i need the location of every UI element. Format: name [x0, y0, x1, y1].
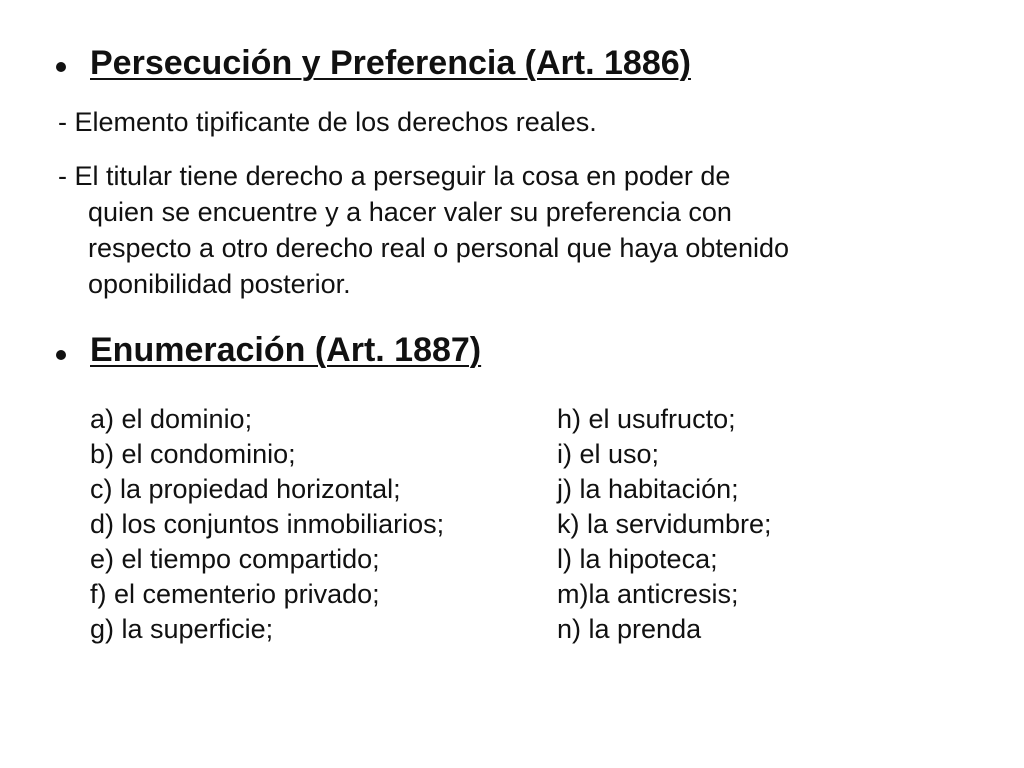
paragraph-line: oponibilidad posterior. — [88, 269, 351, 299]
section-heading-persecucion: Persecución y Preferencia (Art. 1886) — [90, 44, 691, 82]
list-item: a) el dominio; — [90, 404, 253, 434]
paragraph-titular — [58, 158, 789, 302]
list-item: n) la prenda — [557, 614, 702, 644]
list-item: g) la superficie; — [90, 614, 274, 644]
list-item: b) el condominio; — [90, 439, 296, 469]
list-item: d) los conjuntos inmobiliarios; — [90, 509, 445, 539]
rights-list-right — [557, 402, 772, 647]
list-item: j) la habitación; — [557, 474, 739, 504]
list-item: l) la hipoteca; — [557, 544, 718, 574]
list-item: c) la propiedad horizontal; — [90, 474, 401, 504]
paragraph-line: quien se encuentre y a hacer valer su preferencia con — [88, 197, 732, 227]
list-item: f) el cementerio privado; — [90, 579, 380, 609]
paragraph-line: respecto a otro derecho real o personal que haya obtenido — [88, 233, 789, 263]
paragraph-elemento: - Elemento tipificante de los derechos reales. — [58, 107, 597, 137]
list-item: k) la servidumbre; — [557, 509, 772, 539]
paragraph-line: - El titular tiene derecho a perseguir la cosa en poder de — [58, 161, 731, 191]
bullet-icon — [56, 350, 66, 360]
bullet-icon — [56, 62, 66, 72]
list-item: h) el usufructo; — [557, 404, 736, 434]
section-heading-enumeracion: Enumeración (Art. 1887) — [90, 331, 482, 369]
rights-list-left — [90, 402, 444, 647]
list-item: i) el uso; — [557, 439, 660, 469]
list-item: m)la anticresis; — [557, 579, 739, 609]
list-item: e) el tiempo compartido; — [90, 544, 380, 574]
